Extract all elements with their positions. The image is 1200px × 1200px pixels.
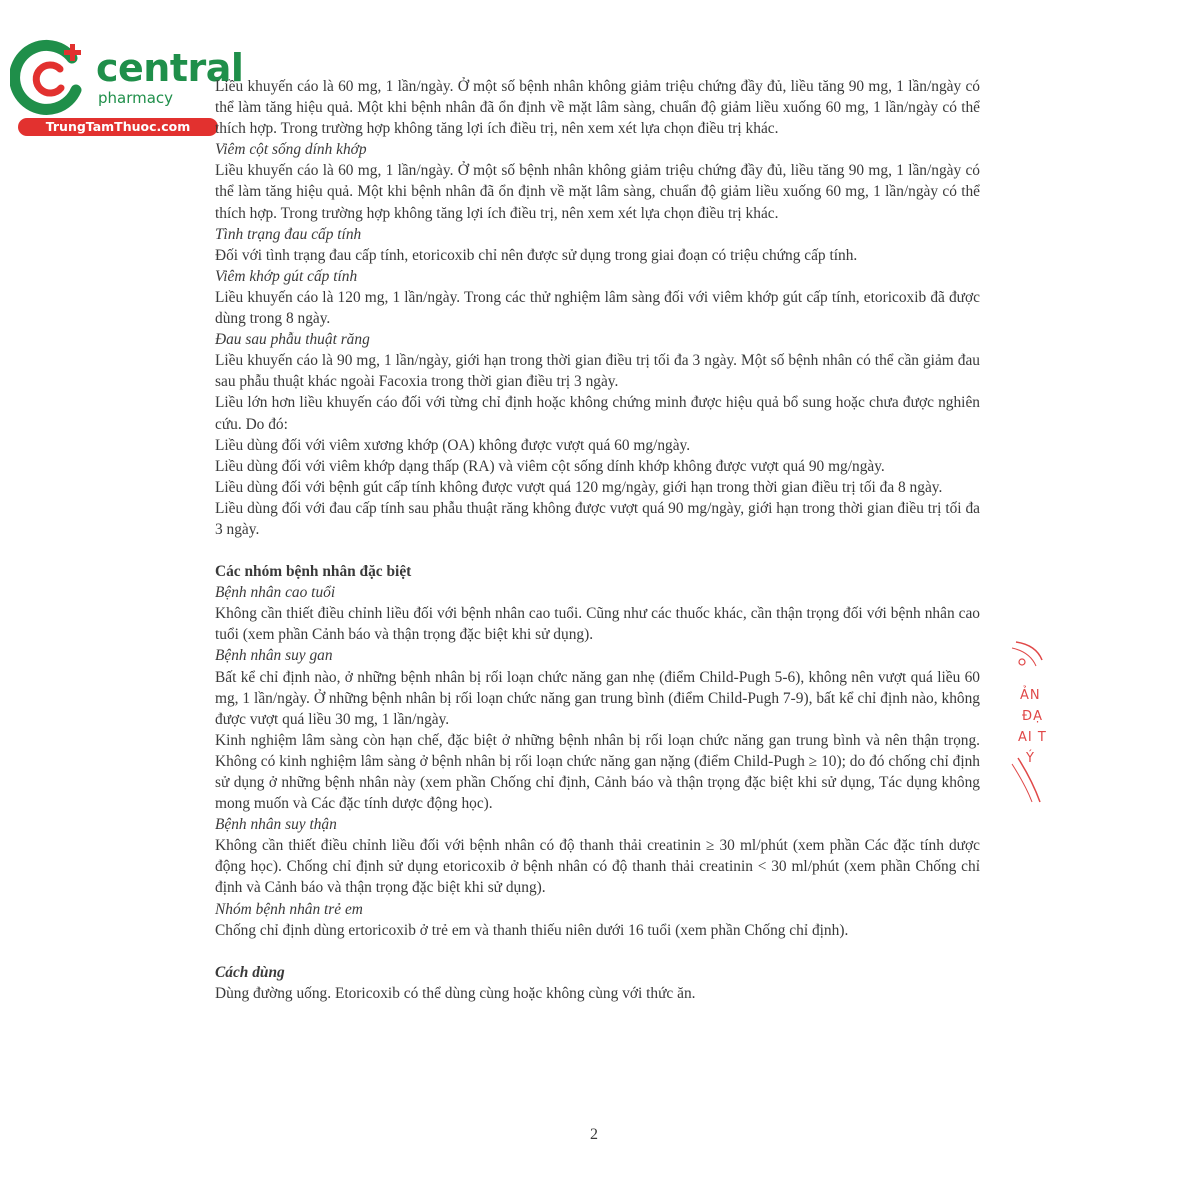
stamp-line: ẢN bbox=[1020, 688, 1041, 703]
stamp-line: Ý bbox=[1026, 751, 1035, 766]
paragraph: Liều lớn hơn liều khuyến cáo đối với từng chỉ định hoặc không chứng minh được hiệu quả bổ sung hoặc chưa được nghiên cứu. Do đó: bbox=[215, 394, 980, 433]
paragraph: Kinh nghiệm lâm sàng còn hạn chế, đặc biệt ở những bệnh nhân bị rối loạn chức năng gan trung bình và nên thận trọng. Không có kinh nghiệm lâm sàng ở bệnh nhân bị rối loạn chức năng gan nặng (điểm Child-Pugh ≥ 10); do đó chống chỉ định sử dụng ở những bệnh nhân này (xem phần Chống chỉ định, Cảnh báo và thận trọng đặc biệt khi sử dụng, Tác dụng không mong muốn và Các đặc tính dược động học). bbox=[215, 731, 980, 813]
page-number: 2 bbox=[590, 1126, 598, 1143]
stamp-line: AI T bbox=[1018, 730, 1047, 745]
section-heading: Viêm cột sống dính khớp bbox=[215, 141, 367, 159]
document-body bbox=[215, 76, 980, 1004]
paragraph: Không cần thiết điều chỉnh liều đối với bệnh nhân cao tuổi. Cũng như các thuốc khác, cần thận trọng đối với bệnh nhân cao tuổi (xem phần Cảnh báo và thận trọng đặc biệt khi sử dụng). bbox=[215, 605, 980, 644]
logo-name: central bbox=[96, 46, 244, 90]
logo-subtitle: pharmacy bbox=[98, 89, 174, 107]
section-heading: Cách dùng bbox=[215, 963, 285, 981]
paragraph-gap bbox=[215, 941, 980, 962]
section-heading: Đau sau phẫu thuật răng bbox=[215, 331, 370, 349]
paragraph: Đối với tình trạng đau cấp tính, etoricoxib chỉ nên được sử dụng trong giai đoạn có triệu chứng cấp tính. bbox=[215, 246, 858, 264]
paragraph: Bất kể chỉ định nào, ở những bệnh nhân bị rối loạn chức năng gan nhẹ (điểm Child-Pugh 5-6), không nên vượt quá liều 60 mg, 1 lần/ngày. Ở những bệnh nhân bị rối loạn chức năng gan trung bình (điểm Child-Pugh 7-9), bất kể chỉ định nào, không được vượt quá liều 30 mg, 1 lần/ngày. bbox=[215, 668, 980, 728]
paragraph-gap bbox=[215, 540, 980, 561]
section-heading: Tình trạng đau cấp tính bbox=[215, 225, 362, 243]
paragraph: Chống chỉ định dùng ertoricoxib ở trẻ em và thanh thiếu niên dưới 16 tuổi (xem phần Chống chỉ định). bbox=[215, 921, 849, 939]
paragraph: Liều dùng đối với viêm khớp dạng thấp (RA) và viêm cột sống dính khớp không được vượt quá 90 mg/ngày. bbox=[215, 457, 885, 475]
stamp-line: ĐẠ bbox=[1022, 709, 1043, 724]
section-heading: Các nhóm bệnh nhân đặc biệt bbox=[215, 563, 412, 581]
paragraph: Liều khuyến cáo là 90 mg, 1 lần/ngày, giới hạn trong thời gian điều trị tối đa 3 ngày. Một số bệnh nhân có thể cần giảm đau sau phẫu thuật khác ngoài Facoxia trong thời gian điều trị 3 ngày. bbox=[215, 352, 980, 391]
logo-website: TrungTamThuoc.com bbox=[18, 118, 218, 136]
section-heading: Bệnh nhân cao tuổi bbox=[215, 584, 336, 602]
central-pharmacy-logo bbox=[10, 38, 244, 138]
section-heading: Nhóm bệnh nhân trẻ em bbox=[215, 900, 363, 918]
paragraph: Liều khuyến cáo là 60 mg, 1 lần/ngày. Ở một số bệnh nhân không giảm triệu chứng đầy đủ, liều tăng 90 mg, 1 lần/ngày có thể làm tăng hiệu quả. Một khi bệnh nhân đã ổn định về mặt lâm sàng, chuẩn độ giảm liều xuống 60 mg, 1 lần/ngày có thể thích hợp. Trong trường hợp không tăng lợi ích điều trị, nên xem xét lựa chọn điều trị khác. bbox=[215, 78, 980, 138]
paragraph: Dùng đường uống. Etoricoxib có thể dùng cùng hoặc không cùng với thức ăn. bbox=[215, 984, 696, 1002]
paragraph: Liều dùng đối với đau cấp tính sau phẫu thuật răng không được vượt quá 90 mg/ngày, giới hạn trong thời gian điều trị tối đa 3 ngày. bbox=[215, 499, 980, 538]
paragraph: Liều khuyến cáo là 60 mg, 1 lần/ngày. Ở một số bệnh nhân không giảm triệu chứng đầy đủ, liều tăng 90 mg, 1 lần/ngày có thể làm tăng hiệu quả. Một khi bệnh nhân đã ổn định về mặt lâm sàng, chuẩn độ giảm liều xuống 60 mg, 1 lần/ngày có thể thích hợp. Trong trường hợp không tăng lợi ích điều trị, nên xem xét lựa chọn điều trị khác. bbox=[215, 162, 980, 222]
section-heading: Viêm khớp gút cấp tính bbox=[215, 267, 358, 285]
section-heading: Bệnh nhân suy thận bbox=[215, 816, 337, 834]
paragraph: Liều dùng đối với viêm xương khớp (OA) không được vượt quá 60 mg/ngày. bbox=[215, 436, 691, 454]
section-heading: Bệnh nhân suy gan bbox=[215, 647, 333, 665]
paragraph: Liều dùng đối với bệnh gút cấp tính không được vượt quá 120 mg/ngày, giới hạn trong thời gian điều trị tối đa 8 ngày. bbox=[215, 478, 943, 496]
paragraph: Không cần thiết điều chỉnh liều đối với bệnh nhân có độ thanh thải creatinin ≥ 30 ml/phút (xem phần Các đặc tính dược động học). Chống chỉ định sử dụng etoricoxib ở bệnh nhân có độ thanh thải creatinin < 30 ml/phút (xem phần Chống chỉ định và Cảnh báo và thận trọng đặc biệt khi sử dụng). bbox=[215, 837, 980, 897]
central-logo-icon bbox=[10, 38, 90, 118]
paragraph: Liều khuyến cáo là 120 mg, 1 lần/ngày. Trong các thử nghiệm lâm sàng đối với viêm khớp gút cấp tính, etoricoxib đã được dùng trong 8 ngày. bbox=[215, 288, 980, 328]
